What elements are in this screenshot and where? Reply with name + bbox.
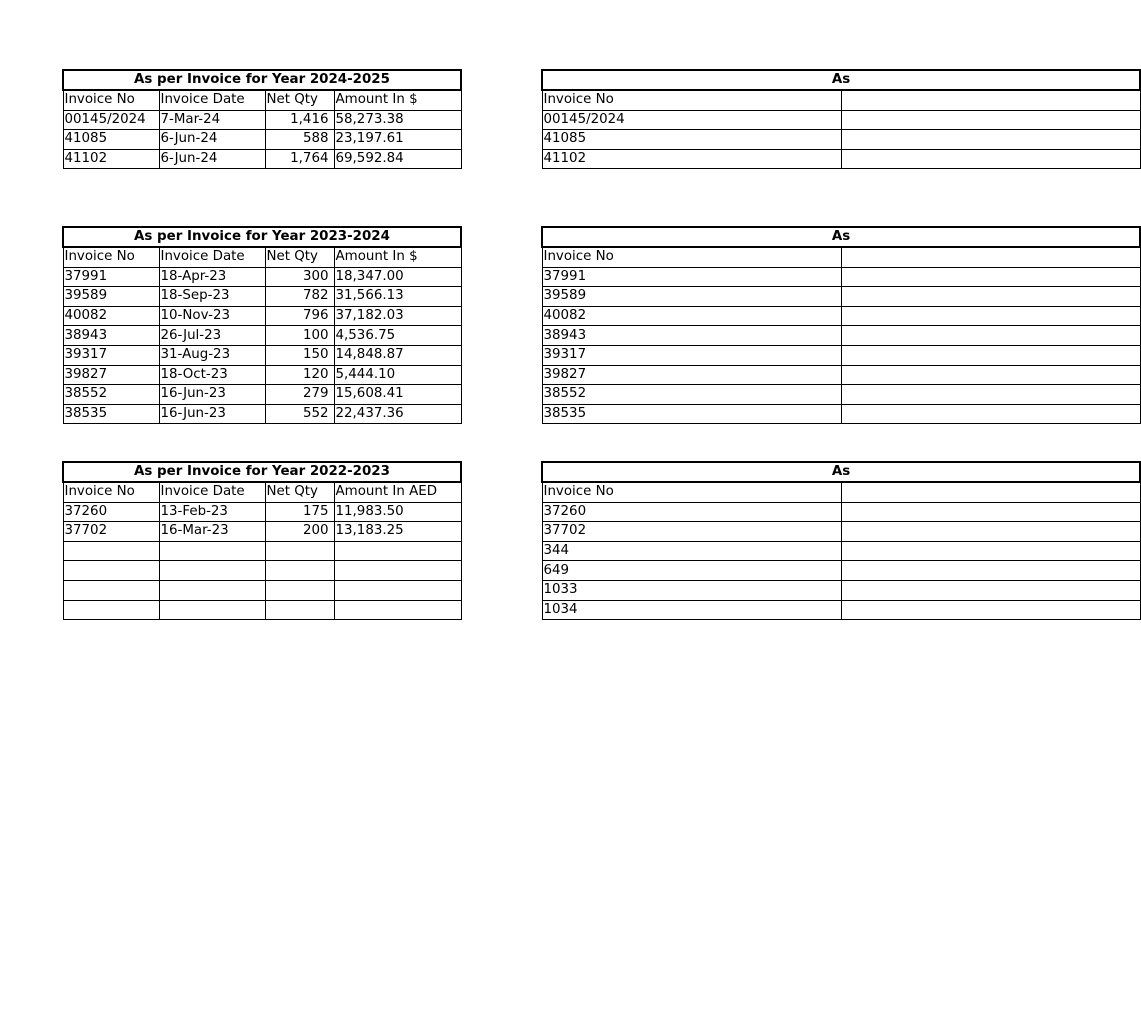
cell-invoice-no: 37702: [542, 522, 841, 542]
header-row: [542, 247, 1140, 267]
right-table-3-clip: [541, 461, 851, 620]
cell-invoice-no: 39317: [63, 345, 159, 365]
header-row: [63, 247, 461, 267]
cell-amount: 14,848.87: [334, 345, 461, 365]
table-row: [63, 385, 461, 405]
cell-invoice-no: 37991: [63, 267, 159, 287]
table-title: As per Invoice for Year 2023-2024: [63, 227, 461, 247]
cell-invoice-no: 38535: [63, 404, 159, 424]
cell-invoice-date: 26-Jul-23: [159, 326, 265, 346]
empty-cell: [841, 326, 1140, 346]
table-row: [63, 287, 461, 307]
cell-invoice-no: 649: [542, 561, 841, 581]
cell-net-qty: 796: [265, 306, 334, 326]
header-amount: Amount In $: [334, 90, 461, 110]
table-row: [63, 561, 461, 581]
cell-invoice-no: 41085: [63, 130, 159, 150]
header-invoice-no: Invoice No: [542, 90, 841, 110]
cell-invoice-no: 38943: [63, 326, 159, 346]
header-amount: Amount In $: [334, 247, 461, 267]
table-row: [63, 404, 461, 424]
cell-amount: [334, 580, 461, 600]
cell-invoice-date: [159, 580, 265, 600]
cell-net-qty: 100: [265, 326, 334, 346]
table-row: [542, 600, 1140, 620]
cell-invoice-no: 39317: [542, 345, 841, 365]
cell-invoice-no: 41102: [63, 149, 159, 169]
table-row: [63, 522, 461, 542]
cell-invoice-date: 10-Nov-23: [159, 306, 265, 326]
table-row: [63, 365, 461, 385]
cell-invoice-date: 18-Apr-23: [159, 267, 265, 287]
table-row: [542, 345, 1140, 365]
table-row: [63, 130, 461, 150]
table-row: [63, 502, 461, 522]
cell-amount: [334, 541, 461, 561]
cell-invoice-no: [63, 580, 159, 600]
cell-amount: [334, 600, 461, 620]
cell-net-qty: 200: [265, 522, 334, 542]
table-row: [542, 502, 1140, 522]
table-row: [542, 541, 1140, 561]
cell-invoice-date: 16-Jun-23: [159, 404, 265, 424]
cell-invoice-no: [63, 600, 159, 620]
empty-cell: [841, 561, 1140, 581]
right-table-2-clip: [541, 226, 851, 424]
cell-invoice-date: [159, 541, 265, 561]
table-row: [542, 365, 1140, 385]
table-title: As: [542, 70, 1140, 90]
header-invoice-no: Invoice No: [542, 482, 841, 502]
cell-net-qty: [265, 600, 334, 620]
header-row: [542, 482, 1140, 502]
empty-cell: [841, 149, 1140, 169]
right-table-1-clip: [541, 69, 851, 169]
cell-invoice-no: 41085: [542, 130, 841, 150]
cell-amount: 15,608.41: [334, 385, 461, 405]
header-invoice-date: Invoice Date: [159, 482, 265, 502]
cell-invoice-date: 6-Jun-24: [159, 149, 265, 169]
table-row: [542, 287, 1140, 307]
cell-invoice-no: 38535: [542, 404, 841, 424]
cell-net-qty: [265, 580, 334, 600]
right-invoice-table-3: [541, 461, 1141, 620]
cell-invoice-no: [63, 541, 159, 561]
table-row: [63, 306, 461, 326]
cell-net-qty: 279: [265, 385, 334, 405]
cell-invoice-date: 18-Sep-23: [159, 287, 265, 307]
header-net-qty: Net Qty: [265, 90, 334, 110]
empty-cell: [841, 404, 1140, 424]
cell-net-qty: 782: [265, 287, 334, 307]
cell-invoice-no: 37991: [542, 267, 841, 287]
cell-amount: 18,347.00: [334, 267, 461, 287]
table-row: [542, 522, 1140, 542]
cell-invoice-no: 39827: [63, 365, 159, 385]
cell-amount: 31,566.13: [334, 287, 461, 307]
cell-net-qty: 1,764: [265, 149, 334, 169]
header-invoice-no: Invoice No: [63, 482, 159, 502]
table-title: As: [542, 227, 1140, 247]
empty-cell: [841, 522, 1140, 542]
table-row: [63, 110, 461, 130]
header-row: [63, 90, 461, 110]
header-net-qty: Net Qty: [265, 247, 334, 267]
cell-invoice-no: 344: [542, 541, 841, 561]
table-title: As: [542, 462, 1140, 482]
cell-invoice-no: 40082: [542, 306, 841, 326]
empty-cell: [841, 541, 1140, 561]
cell-amount: [334, 561, 461, 581]
table-row: [542, 404, 1140, 424]
table-row: [542, 326, 1140, 346]
table-row: [542, 561, 1140, 581]
header-net-qty: Net Qty: [265, 482, 334, 502]
header-invoice-no: Invoice No: [63, 247, 159, 267]
invoice-table-2024-2025: [62, 69, 462, 169]
table-title: As per Invoice for Year 2022-2023: [63, 462, 461, 482]
cell-invoice-date: [159, 600, 265, 620]
empty-cell: [841, 482, 1140, 502]
cell-invoice-no: 37260: [542, 502, 841, 522]
header-amount: Amount In AED: [334, 482, 461, 502]
cell-invoice-no: 1034: [542, 600, 841, 620]
empty-cell: [841, 580, 1140, 600]
right-invoice-table-1: [541, 69, 1141, 169]
cell-amount: 4,536.75: [334, 326, 461, 346]
header-invoice-no: Invoice No: [542, 247, 841, 267]
invoice-table-2022-2023: [62, 461, 462, 620]
cell-invoice-no: 37702: [63, 522, 159, 542]
cell-invoice-no: 38552: [63, 385, 159, 405]
table-row: [542, 267, 1140, 287]
empty-cell: [841, 306, 1140, 326]
cell-invoice-no: 39827: [542, 365, 841, 385]
cell-invoice-date: 31-Aug-23: [159, 345, 265, 365]
cell-invoice-no: 40082: [63, 306, 159, 326]
cell-net-qty: 300: [265, 267, 334, 287]
cell-amount: 13,183.25: [334, 522, 461, 542]
cell-invoice-date: [159, 561, 265, 581]
table-row: [542, 306, 1140, 326]
header-invoice-date: Invoice Date: [159, 90, 265, 110]
header-invoice-date: Invoice Date: [159, 247, 265, 267]
invoice-table-2023-2024: [62, 226, 462, 424]
empty-cell: [841, 385, 1140, 405]
cell-net-qty: 150: [265, 345, 334, 365]
cell-net-qty: 120: [265, 365, 334, 385]
cell-net-qty: [265, 541, 334, 561]
empty-cell: [841, 130, 1140, 150]
cell-net-qty: 1,416: [265, 110, 334, 130]
cell-invoice-no: 1033: [542, 580, 841, 600]
cell-invoice-no: [63, 561, 159, 581]
table-row: [63, 600, 461, 620]
right-invoice-table-2: [541, 226, 1141, 424]
cell-invoice-no: 39589: [63, 287, 159, 307]
cell-invoice-no: 41102: [542, 149, 841, 169]
header-row: [542, 90, 1140, 110]
header-invoice-no: Invoice No: [63, 90, 159, 110]
table-row: [542, 580, 1140, 600]
cell-amount: 11,983.50: [334, 502, 461, 522]
table-row: [63, 345, 461, 365]
table-title: As per Invoice for Year 2024-2025: [63, 70, 461, 90]
table-row: [542, 385, 1140, 405]
header-row: [63, 482, 461, 502]
cell-invoice-no: 38552: [542, 385, 841, 405]
table-row: [63, 267, 461, 287]
empty-cell: [841, 90, 1140, 110]
empty-cell: [841, 365, 1140, 385]
cell-amount: 69,592.84: [334, 149, 461, 169]
cell-invoice-no: 39589: [542, 287, 841, 307]
table-row: [63, 580, 461, 600]
cell-invoice-date: 6-Jun-24: [159, 130, 265, 150]
table-row: [63, 149, 461, 169]
cell-invoice-no: 37260: [63, 502, 159, 522]
table-row: [63, 326, 461, 346]
cell-net-qty: [265, 561, 334, 581]
table-row: [542, 110, 1140, 130]
table-row: [63, 541, 461, 561]
empty-cell: [841, 600, 1140, 620]
cell-invoice-no: 00145/2024: [63, 110, 159, 130]
table-row: [542, 149, 1140, 169]
empty-cell: [841, 267, 1140, 287]
cell-amount: 22,437.36: [334, 404, 461, 424]
cell-invoice-date: 16-Mar-23: [159, 522, 265, 542]
cell-invoice-date: 13-Feb-23: [159, 502, 265, 522]
cell-amount: 5,444.10: [334, 365, 461, 385]
table-row: [542, 130, 1140, 150]
cell-net-qty: 552: [265, 404, 334, 424]
empty-cell: [841, 502, 1140, 522]
empty-cell: [841, 110, 1140, 130]
cell-invoice-no: 38943: [542, 326, 841, 346]
cell-net-qty: 588: [265, 130, 334, 150]
empty-cell: [841, 247, 1140, 267]
cell-invoice-no: 00145/2024: [542, 110, 841, 130]
cell-net-qty: 175: [265, 502, 334, 522]
cell-invoice-date: 7-Mar-24: [159, 110, 265, 130]
cell-invoice-date: 16-Jun-23: [159, 385, 265, 405]
empty-cell: [841, 287, 1140, 307]
empty-cell: [841, 345, 1140, 365]
cell-invoice-date: 18-Oct-23: [159, 365, 265, 385]
cell-amount: 23,197.61: [334, 130, 461, 150]
cell-amount: 37,182.03: [334, 306, 461, 326]
cell-amount: 58,273.38: [334, 110, 461, 130]
